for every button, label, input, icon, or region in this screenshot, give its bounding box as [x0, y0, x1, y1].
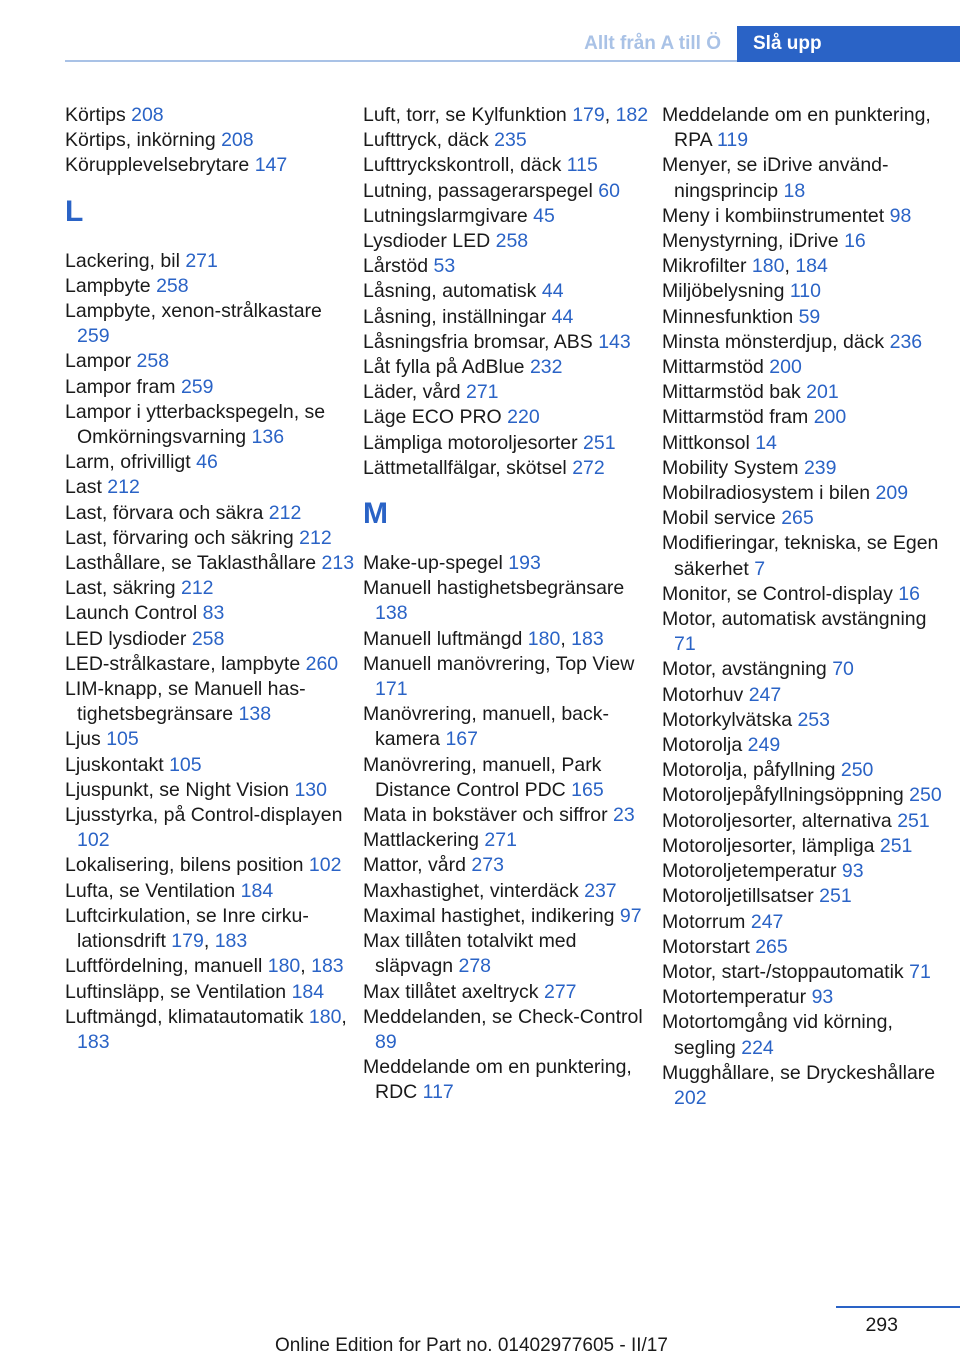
- entry-label: Luft, torr, se Kylfunktion: [363, 104, 573, 126]
- entry-label: Maxhastighet, vinterdäck: [363, 879, 585, 902]
- entry-label: Minnesfunktion: [662, 305, 799, 328]
- index-entry: [662, 506, 952, 531]
- index-entry: [65, 677, 355, 727]
- page-link[interactable]: 16: [844, 230, 866, 253]
- entry-label: Meny i kombiinstrumentet: [662, 204, 890, 227]
- index-entry: [662, 935, 952, 960]
- index-entry: [65, 153, 355, 178]
- entry-label: Motorstart: [662, 935, 756, 958]
- entry-label: Lackering, bil: [65, 249, 186, 272]
- index-entry: Manuell luftmängd 180, 183: [363, 627, 604, 650]
- page-link[interactable]: 165: [571, 778, 604, 801]
- index-entry: [662, 103, 952, 153]
- index-entry: [662, 809, 952, 834]
- entry-label: Last: [65, 476, 108, 499]
- entry-label: Menystyrning, iDrive: [662, 230, 845, 253]
- page-link[interactable]: 180: [527, 627, 561, 650]
- page-link[interactable]: 136: [251, 426, 285, 449]
- index-entry: [65, 980, 355, 1005]
- page-link[interactable]: 60: [598, 179, 620, 202]
- page-link[interactable]: 83: [202, 602, 225, 625]
- index-entry: [662, 305, 952, 330]
- page-link[interactable]: 115: [566, 154, 598, 177]
- page-link[interactable]: 220: [507, 406, 540, 429]
- page-link[interactable]: 93: [811, 986, 834, 1009]
- index-entry: [65, 652, 355, 677]
- index-entry: Luftcirkulation, se Inre cirkulationsdrift 179, 183: [65, 904, 309, 953]
- index-entry: [363, 1055, 653, 1105]
- page-link[interactable]: 265: [755, 935, 788, 958]
- page-link[interactable]: 180: [267, 955, 301, 978]
- page-link[interactable]: 183: [571, 627, 604, 650]
- index-entry: [662, 355, 952, 380]
- section-letter: M: [363, 497, 388, 531]
- footer-rule: [836, 1306, 960, 1308]
- entry-label: Manuell hastighetsbegränsare: [363, 577, 625, 600]
- page-link[interactable]: 147: [254, 154, 288, 177]
- entry-label: Lasthållare, se Taklasthållare: [65, 552, 322, 575]
- index-entry: [662, 582, 952, 607]
- page-link[interactable]: 98: [889, 204, 912, 227]
- index-entry: [662, 708, 952, 733]
- index-entry: [662, 229, 952, 254]
- entry-label: Lutningslarmgivare: [363, 204, 534, 227]
- entry-label: Last, förvaring och säkring: [65, 526, 300, 549]
- index-entry: [662, 834, 952, 859]
- index-entry: [65, 753, 355, 778]
- page-link[interactable]: 253: [797, 708, 830, 731]
- page-link[interactable]: 53: [433, 255, 456, 278]
- index-entry: [363, 355, 653, 380]
- page-link[interactable]: 273: [471, 854, 504, 877]
- page-link[interactable]: 23: [613, 804, 635, 827]
- entry-label: Körtips, inkörning: [65, 129, 222, 152]
- entry-label: Last, förvara och säkra: [65, 501, 269, 524]
- index-entry: Luft, torr, se Kylfunktion 179, 182: [363, 104, 649, 126]
- index-entry: [65, 375, 355, 400]
- section-letter: L: [65, 194, 84, 228]
- index-entry: [662, 405, 952, 430]
- index-entry: [363, 330, 653, 355]
- index-entry: [662, 204, 952, 229]
- entry-label: Lättmetallfälgar, skötsel: [363, 456, 573, 479]
- page-link[interactable]: 93: [841, 860, 864, 883]
- index-entry: [363, 254, 653, 279]
- index-entry: [363, 576, 653, 626]
- page-link[interactable]: 119: [717, 129, 749, 152]
- entry-label: Monitor, se Control-display: [662, 582, 899, 605]
- entry-label: Luftinsläpp, se Ventilation: [65, 980, 292, 1003]
- entry-label: Motoroljetillsatser: [662, 885, 820, 908]
- entry-label: Låsningsfria bromsar, ABS: [363, 330, 599, 353]
- page-link[interactable]: 130: [294, 778, 327, 801]
- index-entry: [662, 884, 952, 909]
- entry-label: Lampbyte: [65, 274, 157, 297]
- page-link[interactable]: 7: [754, 557, 766, 580]
- index-entry: [662, 531, 952, 581]
- page-link[interactable]: 208: [131, 104, 164, 126]
- entry-label: Larm, ofrivilligt: [65, 451, 197, 474]
- entry-label: LED-strålkastare, lampbyte: [65, 652, 306, 675]
- entry-label: Maximal hastighet, indikering: [363, 904, 620, 927]
- page-link[interactable]: 138: [238, 703, 272, 726]
- index-entry: [65, 778, 355, 803]
- entry-label: Mattor, vård: [363, 854, 472, 877]
- index-entry: [662, 683, 952, 708]
- page-link[interactable]: 105: [106, 728, 139, 751]
- page-link[interactable]: 184: [240, 879, 274, 902]
- entry-label: Meddelande om en punktering, RDC: [363, 1056, 632, 1104]
- page-link[interactable]: 251: [897, 809, 930, 832]
- index-entry: [363, 431, 653, 456]
- entry-label: Meddelanden, se Check-Control: [363, 1005, 643, 1028]
- page-link[interactable]: 258: [191, 627, 225, 650]
- index-entry: [363, 456, 653, 481]
- entry-label: Lårstöd: [363, 255, 434, 278]
- entry-label: Lufttryck, däck: [363, 129, 495, 152]
- entry-label: Lampor: [65, 350, 137, 373]
- index-entry: [662, 657, 952, 682]
- page-link[interactable]: 44: [541, 280, 564, 303]
- entry-label: Mattlackering: [363, 829, 485, 852]
- page-link[interactable]: 138: [375, 602, 408, 625]
- page-link[interactable]: 97: [619, 904, 642, 927]
- entry-label: Manuell manövrering, Top View: [363, 652, 635, 675]
- page-link[interactable]: 212: [299, 526, 332, 549]
- index-entry: [363, 980, 653, 1005]
- index-entry: [65, 601, 355, 626]
- index-entry: [363, 753, 653, 803]
- page-link[interactable]: 184: [291, 980, 325, 1003]
- entry-label: Modifieringar, tekniska, se Egen säkerhet: [662, 532, 939, 580]
- entry-label: Motorolja: [662, 734, 748, 757]
- page-link[interactable]: 237: [584, 879, 617, 902]
- entry-label: Motorolja, påfyllning: [662, 759, 841, 782]
- page-link[interactable]: 247: [748, 683, 782, 706]
- index-entry: [363, 128, 653, 153]
- entry-label: Körupplevelsebrytare: [65, 154, 255, 177]
- index-entry: [662, 1061, 952, 1111]
- index-entry: [65, 526, 355, 551]
- index-entry: [363, 380, 653, 405]
- page-link[interactable]: 59: [798, 305, 821, 328]
- entry-label: Motorhuv: [662, 683, 749, 706]
- page-link[interactable]: 250: [840, 759, 874, 782]
- index-entry: [363, 305, 653, 330]
- index-entry: [363, 853, 653, 878]
- index-entry: [65, 475, 355, 500]
- entry-label: Lokalisering, bilens position: [65, 854, 309, 877]
- page-link[interactable]: 249: [747, 734, 781, 757]
- page-link[interactable]: 236: [889, 330, 923, 353]
- entry-label: Lampor i ytterbackspegeln, se Omkörningsvarning: [65, 400, 326, 449]
- page-link[interactable]: 251: [583, 431, 616, 454]
- page-link[interactable]: 179: [171, 930, 204, 953]
- index-entry: [65, 803, 355, 853]
- entry-label: Lutning, passagerarspegel: [363, 179, 599, 202]
- page-link[interactable]: 250: [909, 784, 942, 807]
- page-link[interactable]: 239: [803, 456, 837, 479]
- page-link[interactable]: 251: [819, 885, 852, 908]
- entry-label: Motoroljesorter, lämpliga: [662, 834, 880, 857]
- page-link[interactable]: 259: [77, 325, 110, 348]
- index-entry: [65, 727, 355, 752]
- index-entry: [662, 859, 952, 884]
- entry-label: Lufta, se Ventilation: [65, 879, 241, 902]
- page-link[interactable]: 271: [465, 381, 499, 404]
- index-entry: [662, 960, 952, 985]
- index-entry: Luftfördelning, manuell 180, 183: [65, 955, 344, 978]
- page-link[interactable]: 208: [221, 129, 254, 152]
- page-link[interactable]: 213: [321, 552, 355, 575]
- entry-label: Motoroljesorter, alternativa: [662, 809, 898, 832]
- entry-label: Mittkonsol: [662, 431, 756, 454]
- section-label[interactable]: Allt från A till Ö: [584, 33, 721, 54]
- entry-label: Minsta mönsterdjup, däck: [662, 330, 890, 353]
- index-entry: [65, 274, 355, 299]
- entry-label: Menyer, se iDrive användningsprincip: [662, 154, 889, 202]
- index-entry: [662, 431, 952, 456]
- index-entry: [65, 450, 355, 475]
- page-link[interactable]: 212: [180, 577, 214, 600]
- entry-label: Mittarmstöd fram: [662, 406, 814, 429]
- page-link[interactable]: 277: [543, 980, 577, 1003]
- index-entry: [363, 904, 653, 929]
- page-link[interactable]: 179: [572, 104, 605, 126]
- page-link[interactable]: 71: [674, 633, 696, 656]
- entry-label: Manuell luftmängd: [363, 627, 528, 650]
- entry-label: Luftmängd, klimatautomatik: [65, 1005, 309, 1028]
- entry-label: Max tillåten totalvikt med släpvagn: [363, 930, 577, 978]
- entry-label: Läder, vård: [363, 381, 466, 404]
- entry-label: Mikrofilter: [662, 255, 752, 278]
- entry-label: Mata in bokstäver och siffror: [363, 804, 613, 827]
- entry-label: Motortomgång vid körning, segling: [662, 1011, 893, 1059]
- page-link[interactable]: 278: [458, 955, 492, 978]
- page-link[interactable]: 200: [813, 406, 847, 429]
- page-link[interactable]: 202: [674, 1086, 707, 1109]
- page-link[interactable]: 272: [572, 456, 605, 479]
- index-entry: [662, 330, 952, 355]
- page-link[interactable]: 200: [769, 356, 802, 379]
- index-entry: [363, 702, 653, 752]
- index-entry: [363, 551, 653, 576]
- page-link[interactable]: 209: [875, 482, 909, 505]
- entry-label: Ljuskontakt: [65, 753, 170, 776]
- entry-label: Motor, start-/stoppautomatik: [662, 960, 910, 983]
- page-link[interactable]: 71: [909, 960, 931, 983]
- index-entry: [363, 204, 653, 229]
- page-number: 293: [865, 1314, 898, 1336]
- page-link[interactable]: 70: [832, 658, 854, 681]
- entry-label: Make-up-spegel: [363, 552, 509, 575]
- index-entry: [65, 103, 355, 128]
- index-entry: [662, 758, 952, 783]
- page-link[interactable]: 183: [311, 955, 344, 978]
- index-entry: [363, 1005, 653, 1055]
- index-entry: [363, 179, 653, 204]
- index-entry: [65, 349, 355, 374]
- index-entry: [662, 733, 952, 758]
- index-entry: [662, 910, 952, 935]
- entry-label: Motor, avstängning: [662, 658, 833, 681]
- page-link[interactable]: 102: [308, 854, 342, 877]
- page-link[interactable]: 193: [508, 552, 541, 575]
- entry-label: Mittarmstöd bak: [662, 381, 807, 404]
- index-entry: [363, 229, 653, 254]
- page-link[interactable]: 183: [77, 1030, 110, 1053]
- page-link[interactable]: 258: [495, 230, 529, 253]
- index-entry: [65, 249, 355, 274]
- entry-label: Läge ECO PRO: [363, 406, 508, 429]
- index-entry: [662, 1010, 952, 1060]
- index-entry: [65, 400, 355, 450]
- page-link[interactable]: 260: [305, 652, 339, 675]
- index-entry: [65, 299, 355, 349]
- page-link[interactable]: 167: [445, 728, 478, 751]
- entry-label: Motortemperatur: [662, 986, 812, 1009]
- index-entry: [65, 128, 355, 153]
- page-link[interactable]: 259: [180, 375, 214, 398]
- page-link[interactable]: 105: [169, 753, 202, 776]
- entry-label: Last, säkring: [65, 577, 181, 600]
- index-entry: [662, 153, 952, 203]
- entry-label: Motoroljepåfyllningsöppning: [662, 784, 910, 807]
- lookup-tab[interactable]: Slå upp: [737, 26, 960, 62]
- index-entry: [65, 576, 355, 601]
- page-link[interactable]: 44: [551, 305, 574, 328]
- page-link[interactable]: 18: [783, 179, 806, 202]
- page-link[interactable]: 265: [781, 507, 814, 530]
- index-entry: [363, 405, 653, 430]
- entry-label: Motorkylvätska: [662, 708, 798, 731]
- page-link[interactable]: 180: [308, 1005, 342, 1028]
- page-link[interactable]: 258: [156, 274, 189, 297]
- index-entry: [65, 501, 355, 526]
- page-link[interactable]: 14: [755, 431, 777, 454]
- entry-label: Ljuspunkt, se Night Vision: [65, 778, 295, 801]
- index-entry: [662, 481, 952, 506]
- index-entry: [662, 456, 952, 481]
- entry-label: Motor, automatisk avstängning: [662, 608, 927, 631]
- page-link[interactable]: 16: [898, 582, 920, 605]
- index-entry: Mikrofilter 180, 184: [662, 255, 828, 278]
- entry-label: Meddelande om en punktering, RPA: [662, 104, 931, 152]
- index-column-1: [65, 103, 355, 1055]
- edition-note: Online Edition for Part no. 01402977605 - II/17: [275, 1335, 668, 1356]
- page-link[interactable]: 251: [879, 834, 913, 857]
- entry-label: Lysdioder LED: [363, 230, 496, 253]
- page-link[interactable]: 212: [107, 476, 140, 499]
- entry-label: Lufttryckskontroll, däck: [363, 154, 567, 177]
- page-link[interactable]: 89: [375, 1030, 397, 1053]
- page-link[interactable]: 45: [533, 204, 555, 227]
- page-link[interactable]: 235: [494, 129, 527, 152]
- page-link[interactable]: 212: [268, 501, 302, 524]
- page-link[interactable]: 171: [375, 678, 408, 701]
- entry-label: LIM-knapp, se Manuell hastighetsbegränsare: [65, 678, 306, 726]
- index-entry: [363, 879, 653, 904]
- page-link[interactable]: 183: [214, 930, 248, 953]
- entry-label: Mugghållare, se Dryckeshållare: [662, 1061, 936, 1084]
- page-link[interactable]: 110: [789, 280, 821, 303]
- index-entry: [65, 853, 355, 878]
- index-entry: [363, 929, 653, 979]
- entry-label: Mobil service: [662, 507, 782, 530]
- index-column-2: [363, 103, 653, 1106]
- entry-label: Lampor fram: [65, 375, 181, 398]
- index-entry: [662, 607, 952, 657]
- index-entry: [65, 551, 355, 576]
- index-entry: [363, 652, 653, 702]
- entry-label: LED lysdioder: [65, 627, 192, 650]
- entry-label: Motorrum: [662, 910, 751, 933]
- page-link[interactable]: 46: [196, 451, 218, 474]
- page-link[interactable]: 224: [741, 1036, 774, 1059]
- entry-label: Max tillåtet axeltryck: [363, 980, 544, 1003]
- entry-label: Manövrering, manuell, Park Distance Control PDC: [363, 753, 602, 801]
- index-entry: [662, 985, 952, 1010]
- page-link[interactable]: 247: [750, 910, 784, 933]
- page-link[interactable]: 184: [795, 255, 828, 278]
- entry-label: Luftfördelning, manuell: [65, 955, 268, 978]
- index-entry: [662, 783, 952, 808]
- entry-label: Miljöbelysning: [662, 280, 790, 303]
- page-link[interactable]: 232: [529, 356, 563, 379]
- index-entry: [363, 153, 653, 178]
- index-entry: [662, 380, 952, 405]
- entry-label: Launch Control: [65, 602, 203, 625]
- page-link[interactable]: 182: [615, 104, 649, 126]
- page-link[interactable]: 201: [806, 381, 839, 404]
- index-entry: [65, 627, 355, 652]
- page-link[interactable]: 102: [77, 829, 110, 852]
- index-entry: [65, 879, 355, 904]
- entry-label: Låt fylla på AdBlue: [363, 356, 530, 379]
- page-link[interactable]: 258: [136, 350, 170, 373]
- entry-label: Mittarmstöd: [662, 356, 770, 379]
- page-link[interactable]: 117: [422, 1081, 454, 1104]
- index-entry: Luftmängd, klimatautomatik 180, 183: [65, 1005, 347, 1053]
- entry-label: Körtips: [65, 104, 132, 126]
- entry-label: Manövrering, manuell, backkamera: [363, 703, 610, 751]
- page-link[interactable]: 271: [484, 829, 517, 852]
- entry-label: Låsning, automatisk: [363, 280, 542, 303]
- entry-label: Lampbyte, xenon-strålkastare: [65, 300, 322, 323]
- entry-label: Mobilradiosystem i bilen: [662, 482, 876, 505]
- page-link[interactable]: 271: [185, 249, 218, 272]
- index-entry: [363, 279, 653, 304]
- entry-label: Ljusstyrka, på Control-displayen: [65, 804, 343, 827]
- entry-label: Mobility System: [662, 456, 804, 479]
- index-entry: [363, 828, 653, 853]
- index-column-3: [662, 103, 952, 1111]
- entry-label: Lämpliga motoroljesorter: [363, 431, 584, 454]
- entry-label: Låsning, inställningar: [363, 305, 552, 328]
- index-entry: [363, 803, 653, 828]
- entry-label: Ljus: [65, 728, 107, 751]
- page-link[interactable]: 143: [598, 330, 631, 353]
- entry-label: Luftcirkulation, se Inre cirkulationsdrift: [65, 904, 309, 953]
- page-link[interactable]: 180: [751, 255, 785, 278]
- index-entry: [662, 279, 952, 304]
- entry-label: Motoroljetemperatur: [662, 860, 842, 883]
